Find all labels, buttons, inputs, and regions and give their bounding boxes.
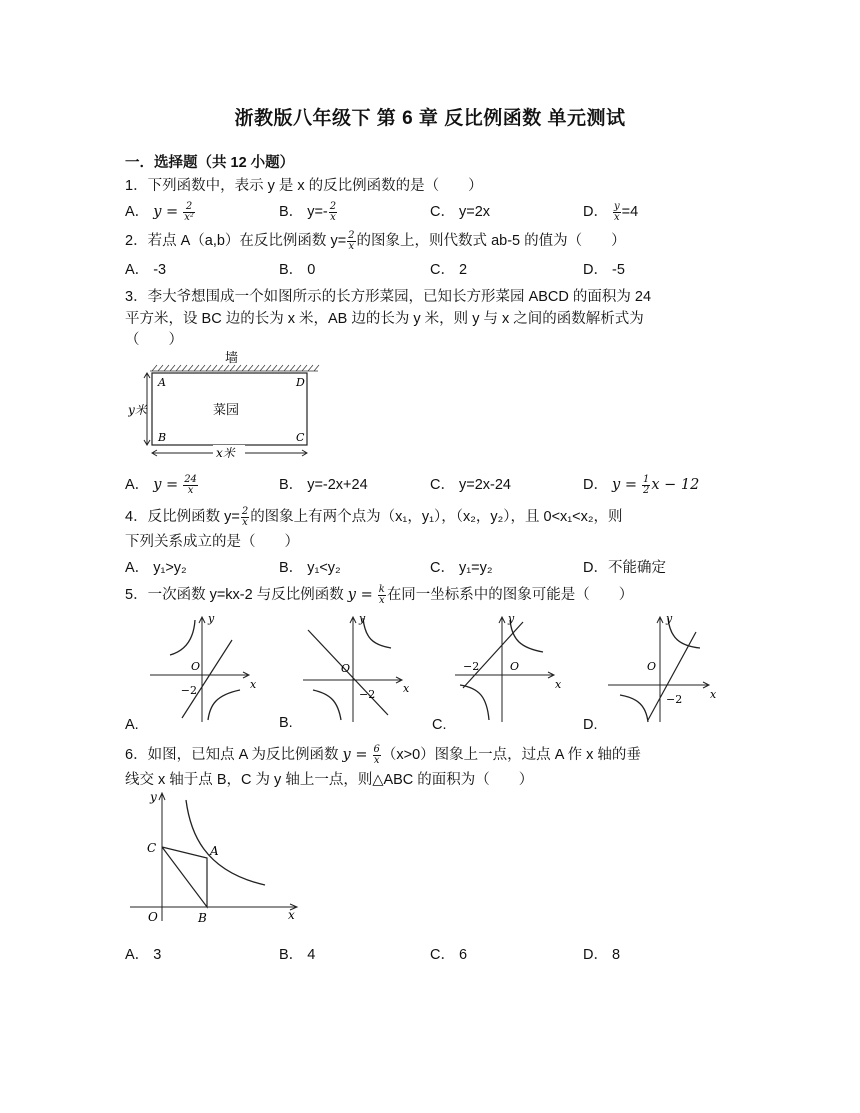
section-heading: 一．选择题（共 12 小题） [125, 155, 295, 171]
svg-text:y: y [208, 612, 215, 625]
option-d[interactable]: D． -5 [583, 262, 625, 278]
option-c[interactable]: C． y=2x [430, 204, 491, 220]
svg-text:−2: −2 [666, 693, 683, 706]
svg-text:−2: −2 [359, 688, 376, 701]
svg-text:O: O [510, 660, 520, 673]
question-4-options [125, 556, 725, 576]
option-c[interactable]: C． y₁=y₂ [430, 560, 493, 576]
question-2-options [125, 258, 725, 278]
garden-label: 菜园 [213, 403, 240, 418]
q6-axis-x: x [288, 908, 295, 922]
option-a[interactable]: A． -3 [125, 262, 167, 278]
option-c[interactable]: C． 2 [430, 262, 468, 278]
option-a[interactable]: A． 3 [125, 947, 162, 963]
svg-text:O: O [646, 660, 656, 673]
q6-axis-y: y [150, 790, 157, 804]
garden-figure [128, 346, 328, 464]
question-3-line-1: 3．李大爷想围成一个如图所示的长方形菜园，已知长方形菜园 ABCD 的面积为 24 [125, 289, 652, 305]
q6-point-c: C [147, 841, 157, 855]
option-b[interactable]: B． 4 [279, 947, 316, 963]
graph-b[interactable] [303, 610, 413, 725]
graph-c[interactable] [455, 610, 565, 725]
question-1-options [125, 200, 725, 223]
graph-c-label: C. [432, 717, 447, 733]
side-y-label: y米 [128, 403, 147, 417]
option-c[interactable]: C． 6 [430, 947, 468, 963]
graph-d[interactable] [608, 610, 718, 725]
option-a[interactable]: A． y = $\frac{2}{\text{x²}}$ [125, 200, 194, 223]
option-b[interactable]: B． 0 [279, 262, 316, 278]
option-b[interactable]: B． y=-2x+24 [279, 477, 368, 493]
q6-origin: O [148, 910, 158, 924]
question-2-stem: 2．若点 A（a,b）在反比例函数 y= $\frac{2}{x}$ 的图象上，则代数式 ab-5 的值为（ ） [125, 229, 626, 252]
option-c[interactable]: C． y=2x-24 [430, 477, 511, 493]
question-4-line-2: 下列关系成立的是（ ） [125, 534, 299, 550]
q6-point-b: B [198, 911, 207, 925]
question-3-options [125, 473, 725, 496]
wall-label: 墙 [225, 351, 239, 366]
svg-text:−2: −2 [463, 660, 480, 673]
question-5-stem: 5．一次函数 y=kx-2 与反比例函数 y = $\frac{k}{x}$ 在同一坐标系中的图象可能是（ ） [125, 583, 634, 606]
vertex-c: C [296, 431, 305, 444]
option-d[interactable]: D． 8 [583, 947, 621, 963]
question-3-line-3: （ ） [125, 332, 183, 348]
svg-text:x: x [555, 678, 562, 691]
question-3-line-2: 平方米，设 BC 边的长为 x 米，AB 边的长为 y 米，则 y 与 x 之间的函数解析式为 [125, 311, 644, 327]
vertex-b: B [158, 431, 167, 444]
graph-a-label: A. [125, 717, 139, 733]
option-a[interactable]: A． y₁>y₂ [125, 560, 187, 576]
vertex-d: D [296, 376, 305, 389]
svg-text:y: y [666, 612, 673, 625]
svg-text:x: x [403, 682, 410, 695]
question-4-line-1: 4．反比例函数 y= $\frac{2}{x}$ 的图象上有两个点为（x₁，y₁），（x₂，y₂），且 0<x₁<x₂，则 [125, 505, 623, 528]
question-1-stem: 1．下列函数中，表示 y 是 x 的反比例函数的是（ ） [125, 178, 483, 194]
q6-figure [128, 786, 308, 926]
page-title: 浙教版八年级下 第 6 章 反比例函数 单元测试 [234, 108, 626, 129]
svg-text:x: x [710, 688, 717, 701]
graph-d-label: D. [583, 717, 598, 733]
graph-a[interactable] [150, 610, 260, 725]
svg-text:x: x [250, 678, 257, 691]
question-6-line-1: 6．如图，已知点 A 为反比例函数 y = $\frac{6}{x}$ （x>0）图象上一点，过点 A 作 x 轴的垂 [125, 743, 641, 766]
option-d[interactable]: D． $\frac{y}{x}$ =4 [583, 200, 639, 223]
question-6-line-2: 线交 x 轴于点 B，C 为 y 轴上一点，则△ABC 的面积为（ ） [125, 772, 534, 788]
svg-text:O: O [190, 660, 200, 673]
option-a[interactable]: A． y = $\frac{24}{x}$ [125, 473, 197, 496]
svg-text:−2: −2 [180, 684, 197, 697]
svg-text:O: O [340, 662, 350, 675]
svg-text:y: y [359, 612, 366, 625]
svg-text:y: y [508, 612, 515, 625]
option-d[interactable]: D． y = $\frac{1}{2}$ x − 12 [583, 473, 700, 496]
option-b[interactable]: B． y₁<y₂ [279, 560, 341, 576]
graph-b-label: B. [279, 715, 293, 731]
option-b[interactable]: B． y=- $\frac{2}{x}$ [279, 200, 337, 223]
vertex-a: A [158, 376, 166, 389]
side-x-label: x米 [216, 446, 235, 460]
question-6-options [125, 943, 725, 963]
q6-point-a: A [210, 844, 219, 858]
option-d[interactable]: D．不能确定 [583, 560, 666, 576]
